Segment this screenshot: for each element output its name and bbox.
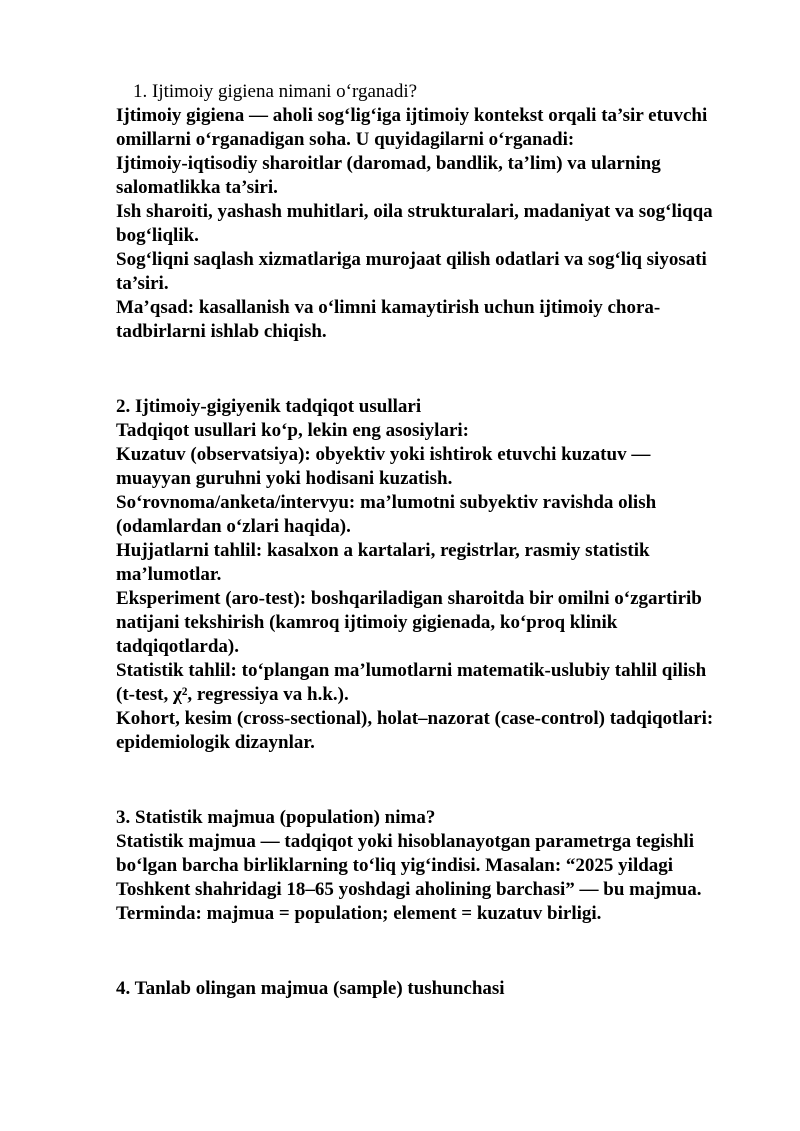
section-2-item: Eksperiment (aro-test): boshqariladigan sharoitda bir omilni o‘zgartirib natijani tekshirish (kamroq ijtimoiy gigienada, ko‘proq klinik tadqiqotlarda). (116, 588, 702, 657)
section-2-heading: 2. Ijtimoiy-gigiyenik tadqiqot usullari (116, 396, 422, 417)
section-2-item: So‘rovnoma/anketa/intervyu: ma’lumotni subyektiv ravishda olish (odamlardan o‘zlari haqida). (116, 492, 657, 537)
section-2-item: Statistik tahlil: to‘plangan ma’lumotlarni matematik-uslubiy tahlil qilish (t-test, χ², regressiya va h.k.). (116, 660, 707, 705)
section-3-definition: Statistik majmua — tadqiqot yoki hisoblanayotgan parametrga tegishli bo‘lgan barcha birliklarning to‘liq yig‘indisi. Masalan: “2025 yildagi Toshkent shahridagi 18–65 yoshdagi aholining barchasi” — bu majmua. (116, 831, 702, 900)
section-3-heading: 3. Statistik majmua (population) nima? (116, 807, 436, 828)
section-1-heading: 1. Ijtimoiy gigiena nimani o‘rganadi? (133, 81, 418, 102)
section-1-item: Ish sharoiti, yashash muhitlari, oila strukturalari, madaniyat va sog‘liqqa bog‘liqlik. (116, 201, 713, 246)
section-3-body (116, 806, 728, 926)
section-4-heading: 4. Tanlab olingan majmua (sample) tushunchasi (116, 978, 505, 999)
section-2-item: Hujjatlarni tahlil: kasalxon a kartalari, registrlar, rasmiy statistik ma’lumotlar. (116, 540, 650, 585)
section-2-item: Kohort, kesim (cross-sectional), holat–nazorat (case-control) tadqiqotlari: epidemiologik dizaynlar. (116, 708, 714, 753)
section-4-body (116, 977, 728, 1001)
section-1-item: Ijtimoiy-iqtisodiy sharoitlar (daromad, bandlik, ta’lim) va ularning salomatlikka ta’siri. (116, 153, 661, 198)
section-1-body (116, 104, 728, 344)
section-2-intro: Tadqiqot usullari ko‘p, lekin eng asosiylari: (116, 420, 470, 441)
section-2-item: Kuzatuv (observatsiya): obyektiv yoki ishtirok etuvchi kuzatuv — muayyan guruhni yoki hodisani kuzatish. (116, 444, 651, 489)
section-1-goal: Ma’qsad: kasallanish va o‘limni kamaytirish uchun ijtimoiy chora-tadbirlarni ishlab chiqish. (116, 297, 661, 342)
section-2-body (116, 395, 728, 755)
section-1-intro: Ijtimoiy gigiena — aholi sog‘lig‘iga ijtimoiy kontekst orqali ta’sir etuvchi omillarni o‘rganadigan soha. U quyidagilarni o‘rganadi: (116, 105, 708, 150)
section-3-term: Terminda: majmua = population; element = kuzatuv birligi. (116, 903, 602, 924)
section-1-item: Sog‘liqni saqlash xizmatlariga murojaat qilish odatlari va sog‘liq siyosati ta’siri. (116, 249, 707, 294)
